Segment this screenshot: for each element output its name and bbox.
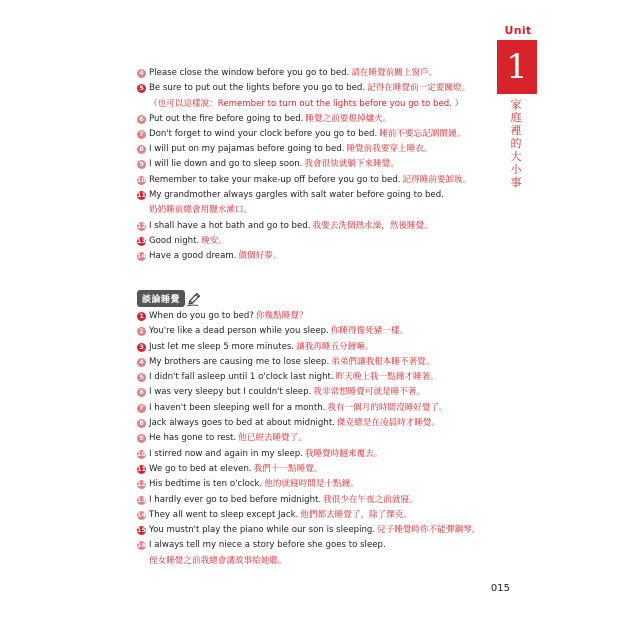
english-phrase: My grandmother always gargles with salt water before going to bed.: [149, 190, 444, 201]
chinese-translation: 讓我再睡五分鐘嘛。: [296, 341, 374, 352]
phrase-line: [137, 462, 497, 477]
section-title: 談論睡覺: [137, 290, 185, 307]
english-phrase: When do you go to bed?: [149, 311, 254, 321]
chinese-translation: 睡覺前我要穿上睡衣。: [346, 144, 433, 155]
english-phrase: I hardly ever go to bed before midnight.: [149, 494, 322, 505]
phrase-line: [137, 370, 497, 385]
english-phrase: I shall have a hot bath and go to bed.: [149, 220, 311, 231]
item-number-badge: 9: [137, 434, 146, 443]
item-number-badge: 12: [137, 221, 147, 230]
english-phrase: Be sure to put out the lights before you go to bed.: [149, 83, 366, 94]
english-phrase: Jack always goes to bed at about midnight.: [149, 418, 335, 429]
phrase-line: [137, 112, 497, 127]
english-phrase: You're like a dead person while you sleep.: [149, 326, 329, 337]
phrase-line: [137, 493, 497, 508]
chinese-translation: 做個好夢。: [238, 251, 282, 262]
phrase-line: [137, 508, 497, 523]
english-phrase: Don't forget to wind your clock before you go to bed.: [149, 128, 378, 139]
english-phrase: Put out the fire before going to bed.: [149, 113, 304, 124]
chinese-translation: 我非常想睡覺可就是睡不著。: [313, 387, 426, 398]
phrase-line: [137, 249, 497, 264]
english-phrase: I will put on my pajamas before going to bed.: [149, 144, 345, 155]
english-phrase: We go to bed at eleven.: [149, 463, 252, 474]
chinese-translation: 侄女睡覺之前我總會講故事給她聽。: [149, 555, 287, 566]
chinese-translation: 晚安。: [201, 235, 227, 246]
english-phrase: I will lie down and go to sleep soon.: [149, 159, 303, 170]
chinese-translation: 我會很快就躺下來睡覺。: [304, 159, 399, 170]
phrase-line: [137, 385, 497, 400]
item-number-badge: 13: [137, 236, 147, 245]
item-number-badge: 15: [137, 526, 147, 535]
english-phrase: I always tell my niece a story before she goes to sleep.: [149, 540, 386, 551]
phrase-line: [137, 401, 497, 416]
chinese-translation: 我要去洗個熱水澡，然後睡覺。: [312, 220, 433, 231]
item-number-badge: 7: [137, 404, 146, 413]
unit-tab: [497, 24, 539, 94]
item-number-badge: 10: [137, 175, 147, 184]
english-phrase: Good night.: [149, 235, 200, 246]
chinese-translation: 奶奶睡前總會用鹽水漱口。: [149, 205, 253, 216]
english-phrase: I stirred now and again in my sleep.: [149, 448, 303, 459]
item-number-badge: 3: [137, 343, 146, 352]
item-number-badge: 9: [137, 160, 146, 169]
phrase-line: [137, 309, 497, 324]
english-phrase: Remember to take your make-up off before you go to bed.: [149, 174, 401, 185]
chinese-translation: 他已經去睡覺了。: [238, 433, 307, 444]
chinese-translation: 我睡覺時翻來覆去。: [305, 448, 383, 459]
item-number-badge: 8: [137, 145, 146, 154]
english-phrase: You mustn't play the piano while our son is sleeping.: [149, 525, 376, 536]
phrase-line: [137, 66, 497, 81]
chinese-translation: 記得在睡覺前一定要關燈。: [367, 83, 471, 94]
english-phrase: Just let me sleep 5 more minutes.: [149, 341, 295, 352]
item-number-badge: 5: [137, 373, 146, 382]
chinese-translation: 請在睡覺前關上窗戶。: [351, 68, 438, 78]
phrase-line: [137, 188, 497, 203]
english-phrase: He has gone to rest.: [149, 433, 237, 444]
chinese-translation: 睡前不要忘記調鬧鐘。: [379, 128, 466, 139]
english-phrase: I was very sleepy but I couldn't sleep.: [149, 387, 312, 398]
page-number: 015: [490, 583, 510, 594]
translation-continuation-line: [137, 554, 497, 569]
item-number-badge: 4: [137, 69, 146, 78]
unit-label: Unit: [504, 24, 532, 37]
item-number-badge: 12: [137, 480, 147, 489]
chinese-translation: 他們都去睡覺了，除了傑克。: [300, 509, 413, 520]
english-phrase: They all went to sleep except Jack.: [149, 509, 299, 520]
phrase-line: [137, 234, 497, 249]
phrase-line: [137, 538, 497, 553]
item-number-badge: 14: [137, 252, 147, 261]
phrase-line: [137, 219, 497, 234]
chinese-translation: 傑克總是在凌晨時才睡覺。: [336, 418, 441, 429]
item-number-badge: 5: [137, 84, 146, 93]
phrase-list-talking-sleep: [137, 309, 497, 569]
chinese-translation: 我有一個月的時間沒睡好覺了。: [327, 402, 448, 413]
item-number-badge: 6: [137, 388, 146, 397]
pencil-icon: [186, 291, 202, 307]
chinese-translation: 昨天晚上我一點鐘才睡著。: [335, 372, 439, 383]
phrase-line: [137, 477, 497, 492]
phrase-line: [137, 340, 497, 355]
english-phrase: I didn't fall asleep until 1 o'clock last night.: [149, 372, 334, 383]
phrase-line: [137, 127, 497, 142]
translation-continuation-line: [137, 203, 497, 218]
chinese-translation: 他的就寢時間是十點鐘。: [264, 479, 359, 490]
chinese-translation: 睡覺之前要熄掉爐火。: [305, 113, 392, 124]
english-phrase: His bedtime is ten o'clock.: [149, 479, 263, 490]
item-number-badge: 13: [137, 495, 147, 504]
chinese-translation: 我很少在午夜之前就寢。: [323, 494, 418, 505]
english-phrase: Please close the window before you go to bed.: [149, 68, 350, 78]
item-number-badge: 10: [137, 449, 147, 458]
chinese-translation: 記得睡前要卸妝。: [402, 174, 472, 185]
phrase-line: [137, 431, 497, 446]
chinese-translation: 你幾點睡覺？: [255, 311, 308, 321]
item-number-badge: 4: [137, 358, 146, 367]
phrase-line: [137, 447, 497, 462]
item-number-badge: 11: [137, 464, 147, 473]
phrase-line: [137, 173, 497, 188]
phrase-line: [137, 157, 497, 172]
chinese-translation: 你睡得像死豬一樣。: [330, 326, 409, 337]
item-number-badge: 7: [137, 130, 146, 139]
chinese-translation: 弟弟們讓我根本睡不著覺。: [331, 356, 435, 367]
phrase-line: [137, 81, 497, 96]
item-number-badge: 11: [137, 191, 147, 200]
phrase-list-bedtime: [137, 66, 497, 265]
phrase-line: [137, 142, 497, 157]
item-number-badge: 1: [137, 312, 146, 321]
item-number-badge: 2: [137, 327, 146, 336]
section-header: [137, 290, 202, 307]
chinese-translation: 我們十一點睡覺。: [253, 463, 323, 474]
english-phrase: I haven't been sleeping well for a month.: [149, 402, 326, 413]
chinese-translation: 兒子睡覺時你不能彈鋼琴。: [377, 525, 481, 536]
phrase-line: [137, 355, 497, 370]
unit-number-box: 1: [497, 40, 537, 94]
english-phrase: Have a good dream.: [149, 251, 237, 262]
alternate-phrase-note: （也可以這樣說：Remember to turn out the lights before you go to bed. ）: [149, 98, 464, 109]
item-number-badge: 6: [137, 115, 146, 124]
item-number-badge: 8: [137, 419, 146, 428]
phrase-line: [137, 324, 497, 339]
item-number-badge: 14: [137, 510, 147, 519]
unit-vertical-title: 家庭裡的大小事: [510, 98, 522, 189]
item-number-badge: 16: [137, 541, 147, 550]
phrase-line: [137, 523, 497, 538]
english-phrase: My brothers are causing me to lose sleep.: [149, 356, 330, 367]
phrase-line: [137, 416, 497, 431]
